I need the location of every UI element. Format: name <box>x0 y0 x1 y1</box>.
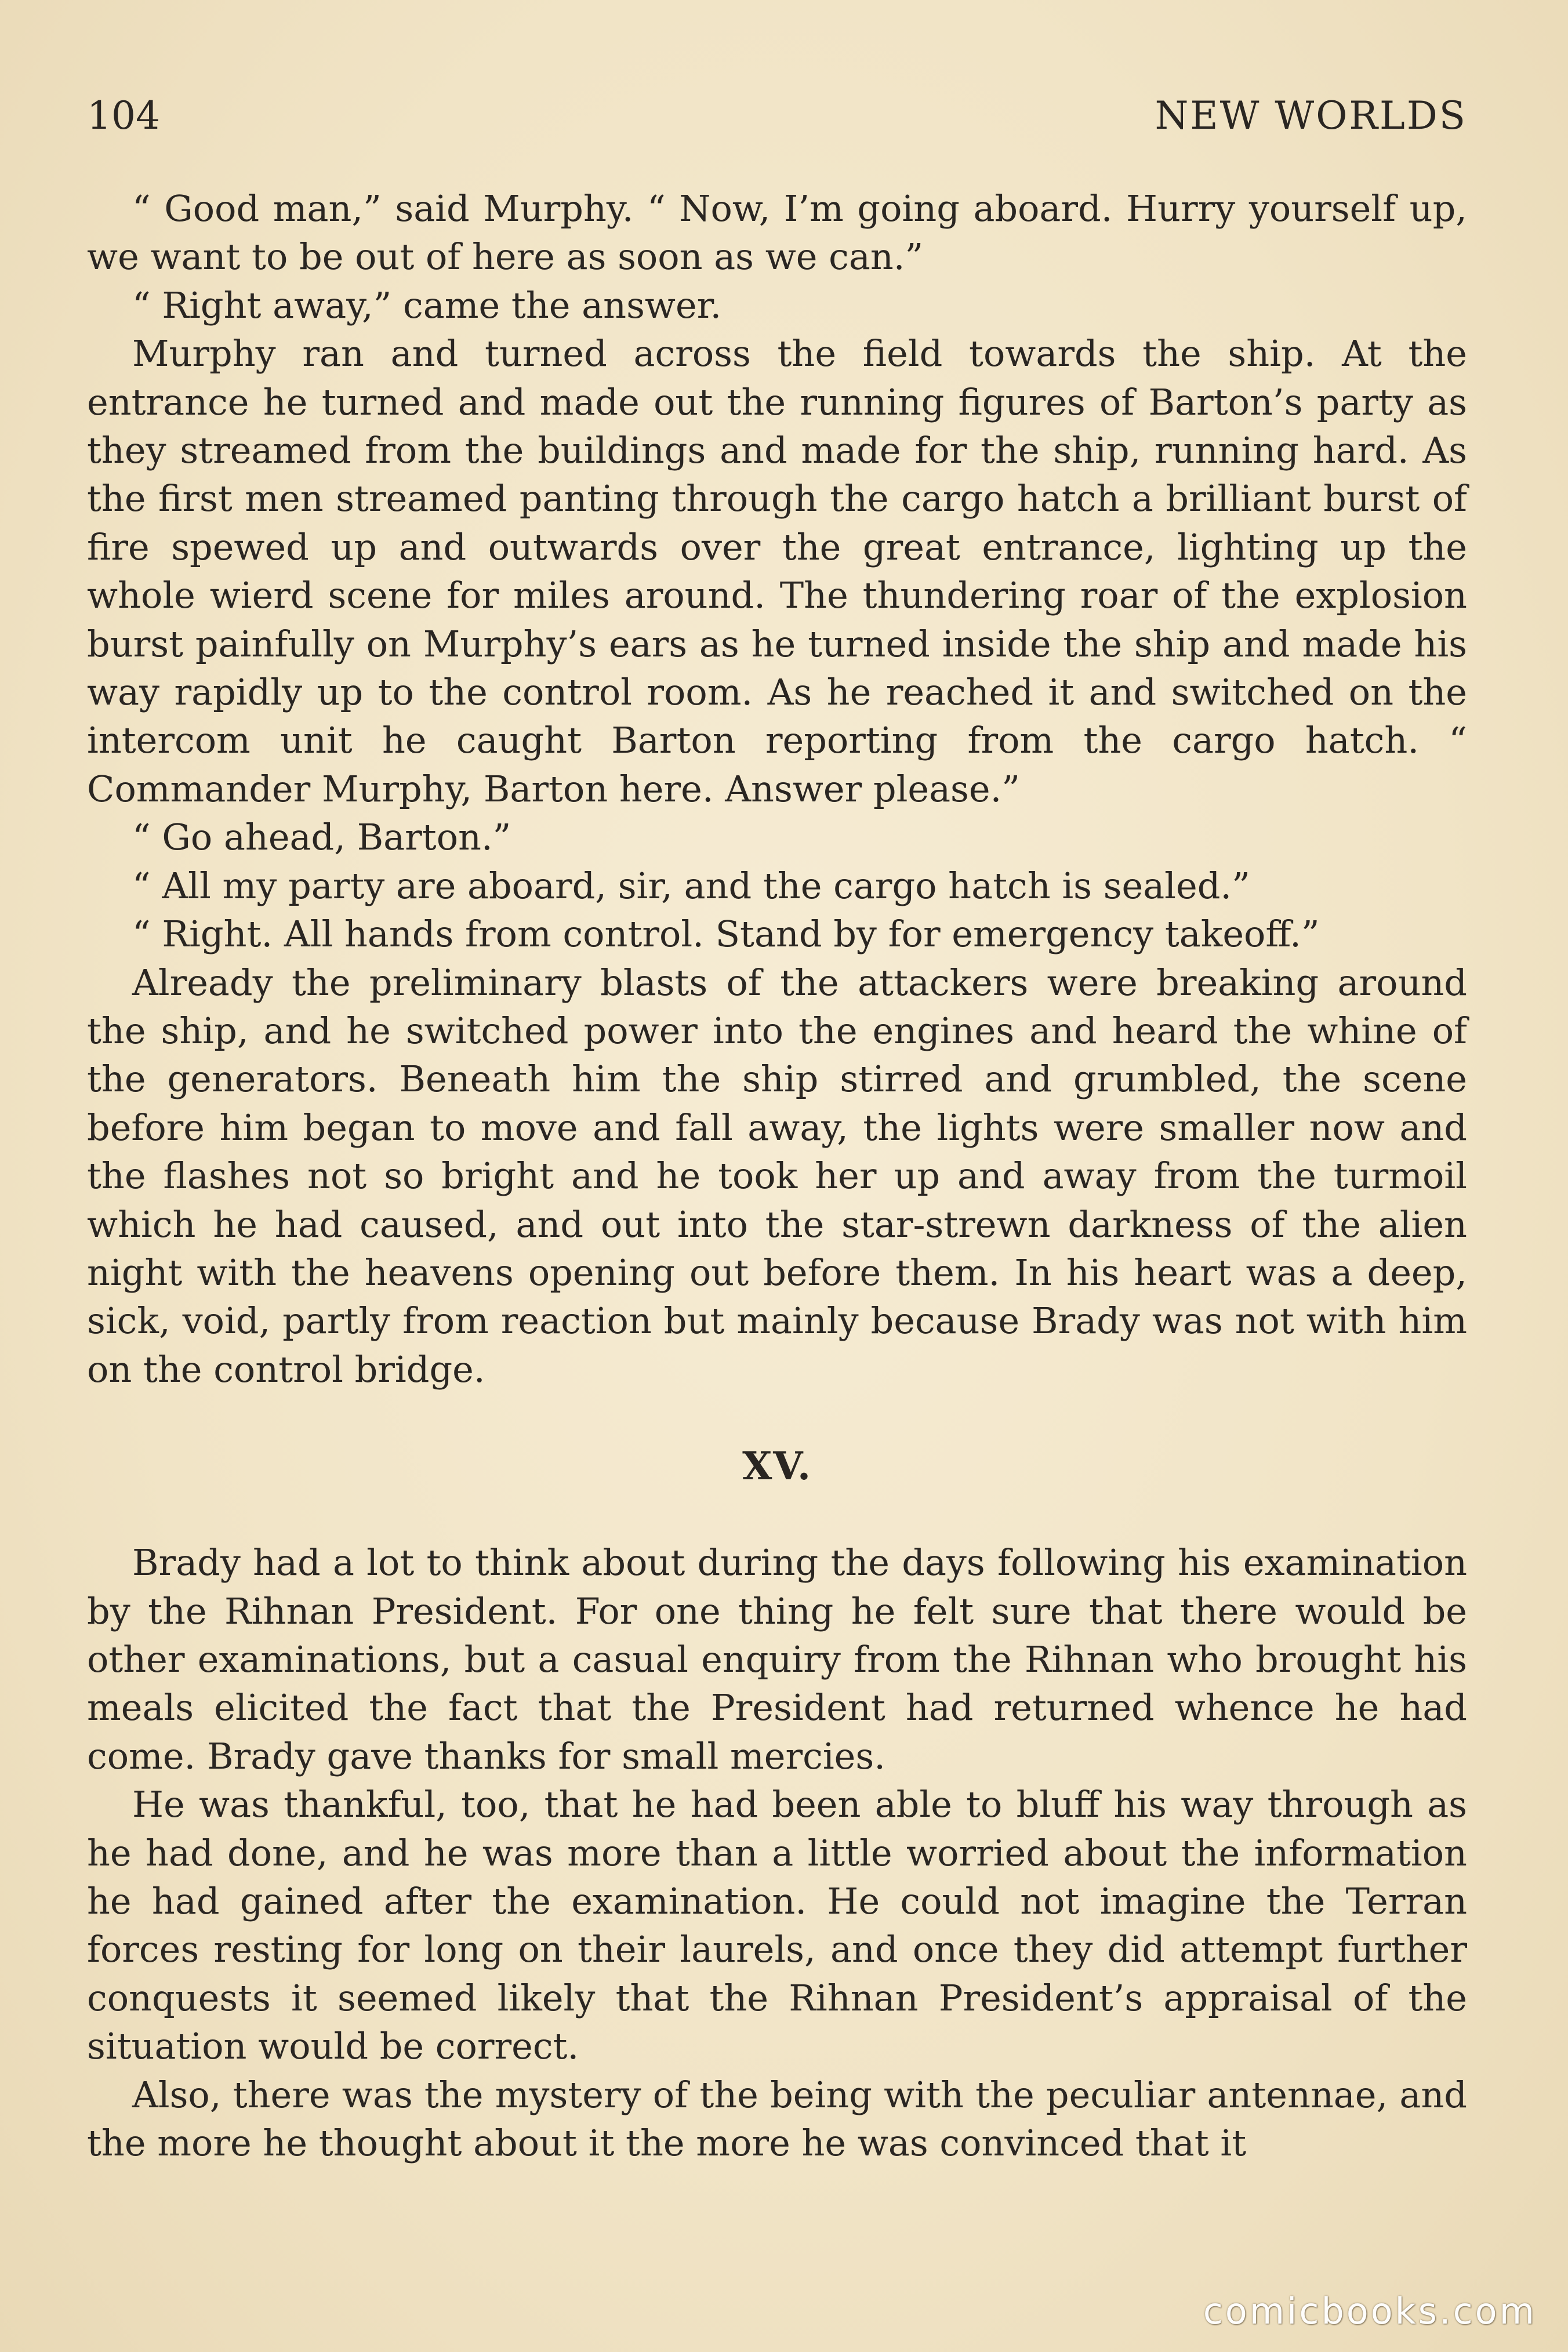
paragraph: “ Good man,” said Murphy. “ Now, I’m going aboard. Hurry yourself up, we want to be out of here as soon as we can.” <box>87 187 1467 278</box>
paragraph: Murphy ran and turned across the field towards the ship. At the entrance he turned and made out the running figures of Barton’s party as they streamed from the buildings and made for the ship, running hard. As the first men streamed panting through the cargo hatch a brilliant burst of fire spewed up and outwards over the great entrance, lighting up the whole wierd scene for miles around. The thundering roar of the explosion burst painfully on Murphy’s ears as he turned inside the ship and made his way rapidly up to the control room. As he reached it and switched on the intercom unit he caught Barton reporting from the cargo hatch. “ Commander Murphy, Barton here. Answer please.” <box>87 332 1467 810</box>
paragraph: Already the preliminary blasts of the attackers were breaking around the ship, and he switched power into the engines and heard the whine of the generators. Beneath him the ship stirred and grumbled, the scene before him began to move and fall away, the lights were smaller now and the flashes not so bright and he took her up and away from the turmoil which he had caused, and out into the star-strewn darkness of the alien night with the heavens opening out before them. In his heart was a deep, sick, void, partly from reaction but mainly because Brady was not with him on the control bridge. <box>87 961 1467 1391</box>
paragraph: “ Right. All hands from control. Stand by for emergency takeoff.” <box>132 913 1320 956</box>
paragraph: “ All my party are aboard, sir, and the cargo hatch is sealed.” <box>132 864 1250 907</box>
paragraph: “ Right away,” came the answer. <box>132 284 722 326</box>
paragraph: He was thankful, too, that he had been able to bluff his way through as he had done, and he was more than a little worried about the information he had gained after the examination. He could not imagine the Terran forces resting for long on their laurels, and once they did attempt further conquests it seemed likely that the Rihnan President’s appraisal of the situation would be correct. <box>87 1783 1467 2068</box>
running-head <box>87 87 1467 145</box>
page-number: 104 <box>87 93 160 138</box>
chapter-heading: XV. <box>742 1443 812 1489</box>
text-block <box>87 184 1467 2167</box>
paragraph: Brady had a lot to think about during the days following his examination by the Rihnan President. For one thing he felt sure that there would be other examinations, but a casual enquiry from the Rihnan who brought his meals elicited the fact that the President had returned whence he had come. Brady gave thanks for small mercies. <box>87 1541 1467 1777</box>
watermark: comicbooks.com <box>1203 2290 1537 2332</box>
paragraph: Also, there was the mystery of the being with the peculiar antennae, and the more he thought about it the more he was convinced that it <box>87 2073 1467 2165</box>
running-title: NEW WORLDS <box>1155 93 1467 138</box>
paragraph: “ Go ahead, Barton.” <box>132 816 511 859</box>
